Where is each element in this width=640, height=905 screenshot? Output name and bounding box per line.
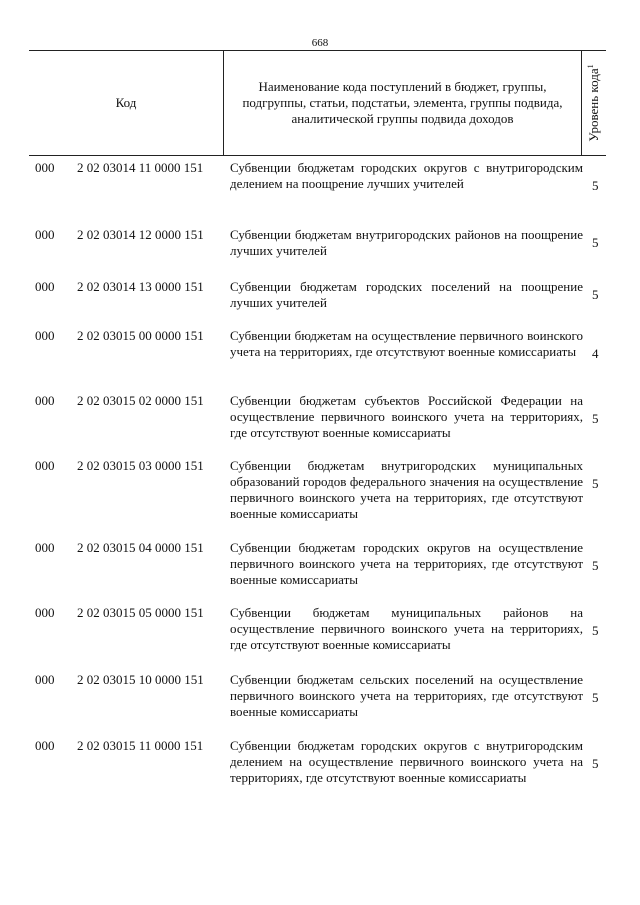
row-admin-code: 000 [35,328,55,343]
row-level: 5 [592,178,599,193]
row-admin-code: 000 [35,605,55,620]
row-revenue-name: Субвенции бюджетам городских округов на осуществление первичного воинского учета на территориях, где отсутствуют военные комиссариаты [230,540,583,587]
row-revenue-code: 2 02 03015 11 0000 151 [77,738,204,753]
row-level: 5 [592,558,599,573]
row-revenue-name: Субвенции бюджетам внутригородских районов на поощрение лучших учителей [230,227,583,258]
row-admin-code: 000 [35,227,55,242]
row-revenue-code: 2 02 03014 11 0000 151 [77,160,204,175]
row-admin-code: 000 [35,160,55,175]
header-level [582,51,606,155]
header-level-footnote: 1 [585,64,595,69]
row-revenue-name: Субвенции бюджетам на осуществление первичного воинского учета на территориях, где отсутствуют военные комиссариаты [230,328,583,359]
row-level: 5 [592,411,599,426]
row-revenue-code: 2 02 03015 10 0000 151 [77,672,204,687]
page-number: 668 [311,37,329,49]
table-header [29,50,606,156]
row-revenue-name: Субвенции бюджетам внутригородских муниципальных образований городов федерального значения на осуществление первичного воинского учета на территориях, где отсутствуют военные комиссариаты [230,458,583,521]
row-admin-code: 000 [35,458,55,473]
row-level: 5 [592,287,599,302]
row-revenue-name: Субвенции бюджетам сельских поселений на осуществление первичного воинского учета на территориях, где отсутствуют военные комиссариаты [230,672,583,719]
row-revenue-name: Субвенции бюджетам субъектов Российской Федерации на осуществление первичного воинского учета на территориях, где отсутствуют военные комиссариаты [230,393,583,440]
row-level: 5 [592,756,599,771]
row-revenue-code: 2 02 03015 05 0000 151 [77,605,204,620]
header-name: Наименование кода поступлений в бюджет, группы, подгруппы, статьи, подстатьи, элемента, группы подвида, аналитической группы подвида доходов [224,51,582,155]
row-revenue-code: 2 02 03014 12 0000 151 [77,227,204,242]
row-admin-code: 000 [35,393,55,408]
row-level: 5 [592,476,599,491]
row-revenue-name: Субвенции бюджетам городских округов с внутригородским делением на поощрение лучших учителей [230,160,583,191]
row-admin-code: 000 [35,738,55,753]
row-level: 5 [592,623,599,638]
row-revenue-code: 2 02 03015 00 0000 151 [77,328,204,343]
row-level: 5 [592,690,599,705]
row-level: 4 [592,346,599,361]
header-level-label: Уровень кода [586,68,602,142]
row-level: 5 [592,235,599,250]
row-revenue-name: Субвенции бюджетам муниципальных районов на осуществление первичного воинского учета на территориях, где отсутствуют военные комиссариаты [230,605,583,652]
row-revenue-code: 2 02 03014 13 0000 151 [77,279,204,294]
header-code: Код [29,51,224,155]
row-revenue-code: 2 02 03015 04 0000 151 [77,540,204,555]
row-admin-code: 000 [35,279,55,294]
row-revenue-name: Субвенции бюджетам городских поселений на поощрение лучших учителей [230,279,583,310]
row-revenue-name: Субвенции бюджетам городских округов с внутригородским делением на осуществление первичного воинского учета на территориях, где отсутствуют военные комиссариаты [230,738,583,785]
row-revenue-code: 2 02 03015 03 0000 151 [77,458,204,473]
row-admin-code: 000 [35,540,55,555]
row-admin-code: 000 [35,672,55,687]
row-revenue-code: 2 02 03015 02 0000 151 [77,393,204,408]
